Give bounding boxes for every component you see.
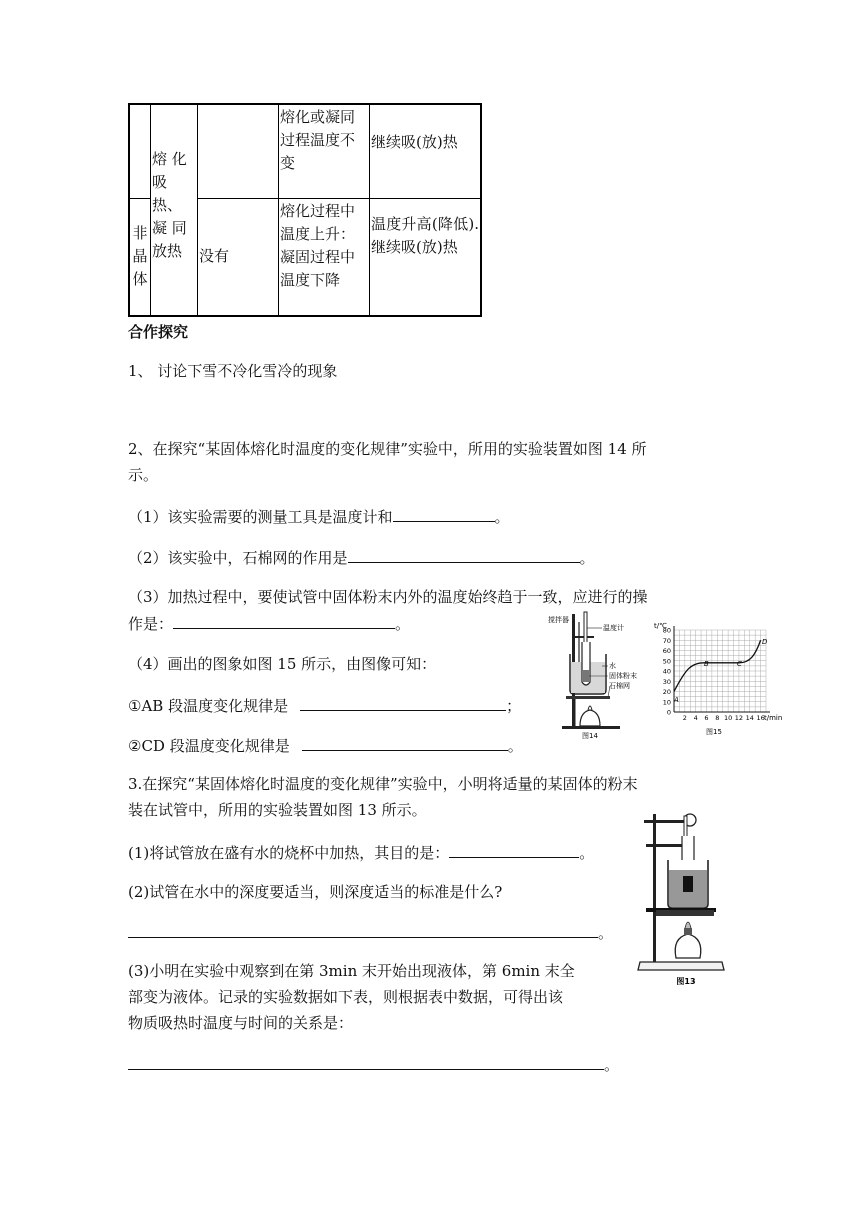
graph-grid xyxy=(674,630,766,712)
y-tick-label: 50 xyxy=(662,657,671,666)
punctuation: 。 xyxy=(579,549,595,567)
powder-fill xyxy=(583,670,589,682)
x-tick-labels xyxy=(683,714,765,722)
stand-base xyxy=(638,962,724,970)
question-2-part-2 xyxy=(128,546,595,569)
question-2-cd xyxy=(128,734,523,757)
answer-blank[interactable] xyxy=(449,841,579,858)
x-tick-label: 8 xyxy=(715,714,720,722)
question-2-ab xyxy=(128,694,521,717)
punctuation: ； xyxy=(506,697,522,715)
question-2-part-3: （3）加热过程中，要使试管中固体粉末内外的温度始终趋于一致，应进行的操 xyxy=(128,588,648,606)
table-cell: 熔化或凝同过程温度不变 xyxy=(279,104,370,198)
question-text: ②CD 段温度变化规律是 xyxy=(128,737,290,755)
y-tick-label: 30 xyxy=(662,677,671,686)
answer-blank[interactable] xyxy=(302,734,508,751)
question-3-part-2: (2)试管在水中的深度要适当，则深度适当的标准是什么? xyxy=(128,883,503,901)
middle-clamp xyxy=(646,844,684,847)
table-cell xyxy=(129,198,151,316)
answer-blank[interactable] xyxy=(128,1053,604,1070)
figure-13 xyxy=(632,806,732,990)
y-tick-label: 60 xyxy=(662,647,671,655)
section-title: 合作探究 xyxy=(128,323,189,341)
stand-rod xyxy=(653,814,656,962)
label-powder: 固体粉末 xyxy=(609,672,637,680)
top-clamp xyxy=(644,820,684,823)
question-text: (1)将试管放在盛有水的烧杯中加热，其目的是： xyxy=(128,844,450,862)
point-label-d: D xyxy=(762,638,768,646)
y-tick-label: 70 xyxy=(662,636,671,645)
gauze-icon xyxy=(566,696,610,699)
point-label-a: A xyxy=(674,696,679,704)
answer-blank[interactable] xyxy=(393,505,495,522)
point-label-c: C xyxy=(737,660,742,668)
answer-blank[interactable] xyxy=(128,921,598,938)
y-tick-label: 10 xyxy=(662,698,671,707)
question-3-part-2-answer xyxy=(128,921,613,944)
x-tick-label: 6 xyxy=(704,714,709,722)
y-tick-label: 80 xyxy=(662,626,671,635)
punctuation: 。 xyxy=(598,924,614,942)
burner-icon xyxy=(580,710,600,726)
punctuation: 。 xyxy=(604,1056,620,1074)
question-text: （2）该实验中，石棉网的作用是 xyxy=(128,549,348,567)
question-3-part-3-answer xyxy=(128,1053,619,1076)
x-tick-label: 10 xyxy=(723,714,733,722)
x-axis-label: t/min xyxy=(764,714,783,722)
y-tick-labels xyxy=(663,627,671,717)
x-tick-label: 2 xyxy=(682,714,687,722)
label-gauze: 石棉网 xyxy=(609,682,630,690)
table-cell: 温度升高(降低). 继续吸(放)热 xyxy=(370,198,482,316)
table-cell-text: 非晶体 xyxy=(132,224,148,289)
table-cell xyxy=(198,104,279,198)
question-text: ①AB 段温度变化规律是 xyxy=(128,697,289,715)
lamp-neck xyxy=(684,928,692,935)
table-cell: 熔化过程中温度上升：凝固过程中温度下降 xyxy=(279,198,370,316)
ring-support xyxy=(656,910,714,916)
figure-15 xyxy=(652,620,786,738)
figure-14-caption: 图14 xyxy=(582,732,598,740)
punctuation: 。 xyxy=(494,508,510,526)
question-2-part-4: （4）画出的图象如图 15 所示，由图像可知： xyxy=(128,655,437,673)
x-tick-label: 4 xyxy=(693,714,698,722)
clamp xyxy=(572,636,594,638)
question-2-intro: 2、在探究“某固体熔化时温度的变化规律”实验中，所用的实验装置如图 14 所 xyxy=(128,440,647,458)
properties-table xyxy=(128,103,482,317)
powder-fill xyxy=(683,876,693,892)
label-thermometer: 温度计 xyxy=(603,624,624,632)
question-3-intro: 3.在探究“某固体熔化时温度的变化规律”实验中，小明将适量的某固体的粉末 xyxy=(128,775,638,793)
figure-14 xyxy=(546,608,646,740)
alcohol-lamp-icon xyxy=(675,934,701,958)
answer-blank[interactable] xyxy=(300,694,506,711)
question-2-intro-cont: 示。 xyxy=(128,466,159,484)
table-cell xyxy=(151,104,198,316)
table-cell: 继续吸(放)热 xyxy=(370,104,482,198)
x-tick-label: 16 xyxy=(756,714,765,722)
y-tick-label: 20 xyxy=(662,688,671,696)
question-1: 1、 讨论下雪不冷化雪冷的现象 xyxy=(128,362,338,380)
y-axis-label: t/℃ xyxy=(654,622,667,630)
label-water: 水 xyxy=(609,662,616,670)
x-tick-label: 12 xyxy=(734,714,744,722)
table-cell-text: 熔 化 吸热、凝 同 放热 xyxy=(152,150,187,260)
answer-blank[interactable] xyxy=(348,546,580,563)
y-tick-label: 40 xyxy=(662,667,671,676)
punctuation: 。 xyxy=(395,615,411,633)
point-label-b: B xyxy=(704,660,709,668)
x-tick-label: 14 xyxy=(745,714,754,722)
answer-blank[interactable] xyxy=(173,612,395,629)
question-2-part-1 xyxy=(128,505,510,528)
question-3-part-3-cont2: 物质吸热时温度与时间的关系是： xyxy=(128,1014,354,1032)
figure-15-caption: 图15 xyxy=(706,728,722,736)
question-3-part-1 xyxy=(128,841,594,864)
table-row xyxy=(129,104,481,198)
label-stirrer: 搅拌器 xyxy=(548,616,569,624)
table-cell: 没有 xyxy=(198,198,279,316)
question-text: 作是： xyxy=(128,615,174,633)
question-3-part-3: (3)小明在实验中观察到在第 3min 末开始出现液体，第 6min 末全 xyxy=(128,962,575,980)
y-tick-label: 0 xyxy=(666,708,671,717)
table-cell xyxy=(129,104,151,198)
figure-13-caption: 图13 xyxy=(676,977,696,986)
question-2-part-3-cont xyxy=(128,612,410,635)
punctuation: 。 xyxy=(579,844,595,862)
punctuation: 。 xyxy=(507,737,523,755)
question-3-part-3-cont: 部变为液体。记录的实验数据如下表，则根据表中数据，可得出该 xyxy=(128,988,564,1006)
question-text: （1）该实验需要的测量工具是温度计和 xyxy=(128,508,393,526)
question-3-intro-cont: 装在试管中，所用的实验装置如图 13 所示。 xyxy=(128,801,427,819)
flame-icon xyxy=(685,922,691,928)
